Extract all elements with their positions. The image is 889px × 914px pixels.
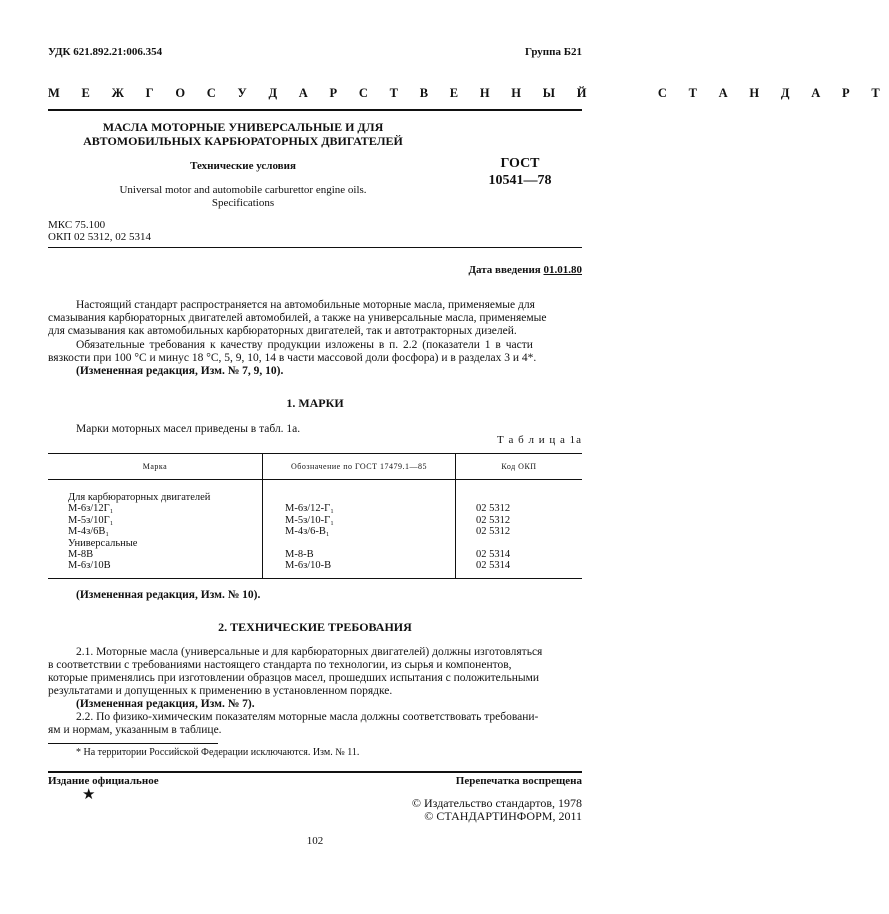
- footer-rule: [48, 771, 582, 773]
- table-header-rule: [48, 479, 582, 480]
- intro-edit-note: (Измененная редакция, Изм. № 7, 9, 10).: [76, 365, 284, 377]
- section-1-text: Марки моторных масел приведены в табл. 1а.: [76, 423, 301, 435]
- mks-code: МКС 75.100: [48, 219, 106, 231]
- gost-label: ГОСТ: [500, 156, 540, 171]
- title-line-1: МАСЛА МОТОРНЫЕ УНИВЕРСАЛЬНЫЕ И ДЛЯ: [102, 120, 384, 134]
- intro-paragraph-2: [48, 339, 582, 365]
- table-column-okp: [476, 492, 510, 572]
- table-row: М-6з/10В: [68, 560, 111, 572]
- intro-date-value: 01.01.80: [543, 264, 582, 276]
- table-bottom-rule: [48, 578, 582, 579]
- s2-p1-line-2: в соответствии с требованиями настоящего стандарта по технологии, из сырья и компонентов,: [48, 659, 512, 671]
- title-rule: [48, 247, 582, 248]
- section-1-edit-note: (Измененная редакция, Изм. № 10).: [76, 589, 261, 601]
- section-2-paragraph-1: [48, 646, 582, 698]
- table-cell: 02 5314: [476, 549, 511, 561]
- document-subtitle: Технические условия: [190, 160, 296, 172]
- table-header-marka: Марка: [142, 461, 168, 471]
- section-2-paragraph-2: [48, 711, 582, 737]
- table-column-designation: [285, 492, 334, 572]
- copyright-1: © Издательство стандартов, 1978: [411, 796, 582, 810]
- s2-p2-line-1: 2.2. По физико-химическим показателям моторные масла должны соответствовать требовани-: [76, 711, 539, 723]
- gost-number: 10541—78: [488, 173, 552, 188]
- table-cell: М-8-В: [285, 549, 314, 561]
- table-header-designation: Обозначение по ГОСТ 17479.1—85: [290, 461, 427, 471]
- section-2-edit-note: (Измененная редакция, Изм. № 7).: [76, 698, 255, 710]
- title-line-2: АВТОМОБИЛЬНЫХ КАРБЮРАТОРНЫХ ДВИГАТЕЛЕЙ: [83, 134, 403, 148]
- table-column-marka: [68, 492, 210, 572]
- table-cell: М-4з/6-В₁: [285, 526, 330, 538]
- udk-code: УДК 621.892.21:006.354: [48, 46, 163, 58]
- table-row: М-4з/6В₁: [68, 526, 110, 538]
- okp-code: ОКП 02 5312, 02 5314: [48, 231, 151, 243]
- section-1-heading: 1. МАРКИ: [286, 396, 344, 410]
- table-cell: М-6з/10-В: [285, 560, 332, 572]
- table-label: Т а б л и ц а 1а: [497, 434, 582, 446]
- table-row: Универсальные: [68, 537, 138, 549]
- table-cell: 02 5312: [476, 503, 511, 515]
- table-cell: [285, 492, 334, 503]
- intro-date-label: Дата введения: [468, 264, 541, 276]
- copyright-block: [412, 797, 582, 823]
- table-row: М-8В: [68, 549, 94, 561]
- table-row: Для карбюраторных двигателей: [68, 492, 211, 503]
- classification-codes: [48, 219, 151, 243]
- s2-p1-line-4: результатами и допущенных к применению в установленном порядке.: [48, 685, 393, 697]
- table-row: М-5з/10Г₁: [68, 514, 114, 526]
- table-cell: 02 5312: [476, 514, 511, 526]
- intro-date: [468, 264, 582, 276]
- document-title: [48, 120, 438, 148]
- table-cell: [476, 492, 510, 503]
- table-row: М-6з/12Г₁: [68, 503, 114, 515]
- group-code: Группа Б21: [525, 46, 582, 58]
- english-title: [48, 184, 438, 210]
- table-cell: [285, 538, 334, 549]
- intro-p1-line-3: для смазывания как автомобильных карбюраторных двигателей, так и автотракторных дизелей.: [48, 325, 517, 337]
- table-cell: М-5з/10-Г₁: [285, 514, 334, 526]
- english-title-line-2: Specifications: [211, 197, 275, 209]
- section-2-heading: 2. ТЕХНИЧЕСКИЕ ТРЕБОВАНИЯ: [218, 620, 412, 634]
- intro-p2-line-1: Обязательные требования к качеству продукции изложены в п. 2.2 (показатели 1 в части: [76, 339, 533, 351]
- star-icon: ★: [82, 787, 96, 803]
- english-title-line-1: Universal motor and automobile carburettor engine oils.: [119, 184, 367, 196]
- intro-p1-line-2: смазывания карбюраторных двигателей автомобилей, а также на универсальные масла, применяемые: [48, 312, 547, 324]
- top-rule: [48, 109, 582, 111]
- table-cell: 02 5312: [476, 526, 511, 538]
- footnote: * На территории Российской Федерации исключаются. Изм. № 11.: [76, 747, 360, 758]
- page-number: 102: [306, 835, 324, 847]
- standard-type-heading: М Е Ж Г О С У Д А Р С Т В Е Н Н Ы Й С Т А Н Д А Р Т: [48, 86, 889, 100]
- reprint-notice: Перепечатка воспрещена: [455, 775, 582, 787]
- official-edition: Издание официальное: [48, 775, 159, 787]
- table-cell: [476, 538, 510, 549]
- intro-p1-line-1: Настоящий стандарт распространяется на автомобильные моторные масла, применяемые для: [76, 299, 535, 311]
- s2-p2-line-2: ям и нормам, указанным в таблице.: [48, 724, 222, 736]
- gost-designation: [470, 155, 570, 189]
- intro-p2-line-2: вязкости при 100 °С и минус 18 °С, 5, 9, 10, 14 в части массовой доли фосфора) и в разделах 3 и 4*.: [48, 352, 537, 364]
- copyright-2: © СТАНДАРТИНФОРМ, 2011: [424, 809, 582, 823]
- footnote-rule: [48, 743, 218, 744]
- s2-p1-line-3: которые применялись при изготовлении образцов масел, прошедших испытания с положительными: [48, 672, 540, 684]
- table-cell: 02 5314: [476, 560, 511, 572]
- table-header-okp: Код ОКП: [501, 461, 537, 471]
- table-cell: М-6з/12-Г₁: [285, 503, 334, 515]
- intro-paragraph-1: [48, 299, 582, 338]
- s2-p1-line-1: 2.1. Моторные масла (универсальные и для карбюраторных двигателей) должны изготовляться: [76, 646, 543, 658]
